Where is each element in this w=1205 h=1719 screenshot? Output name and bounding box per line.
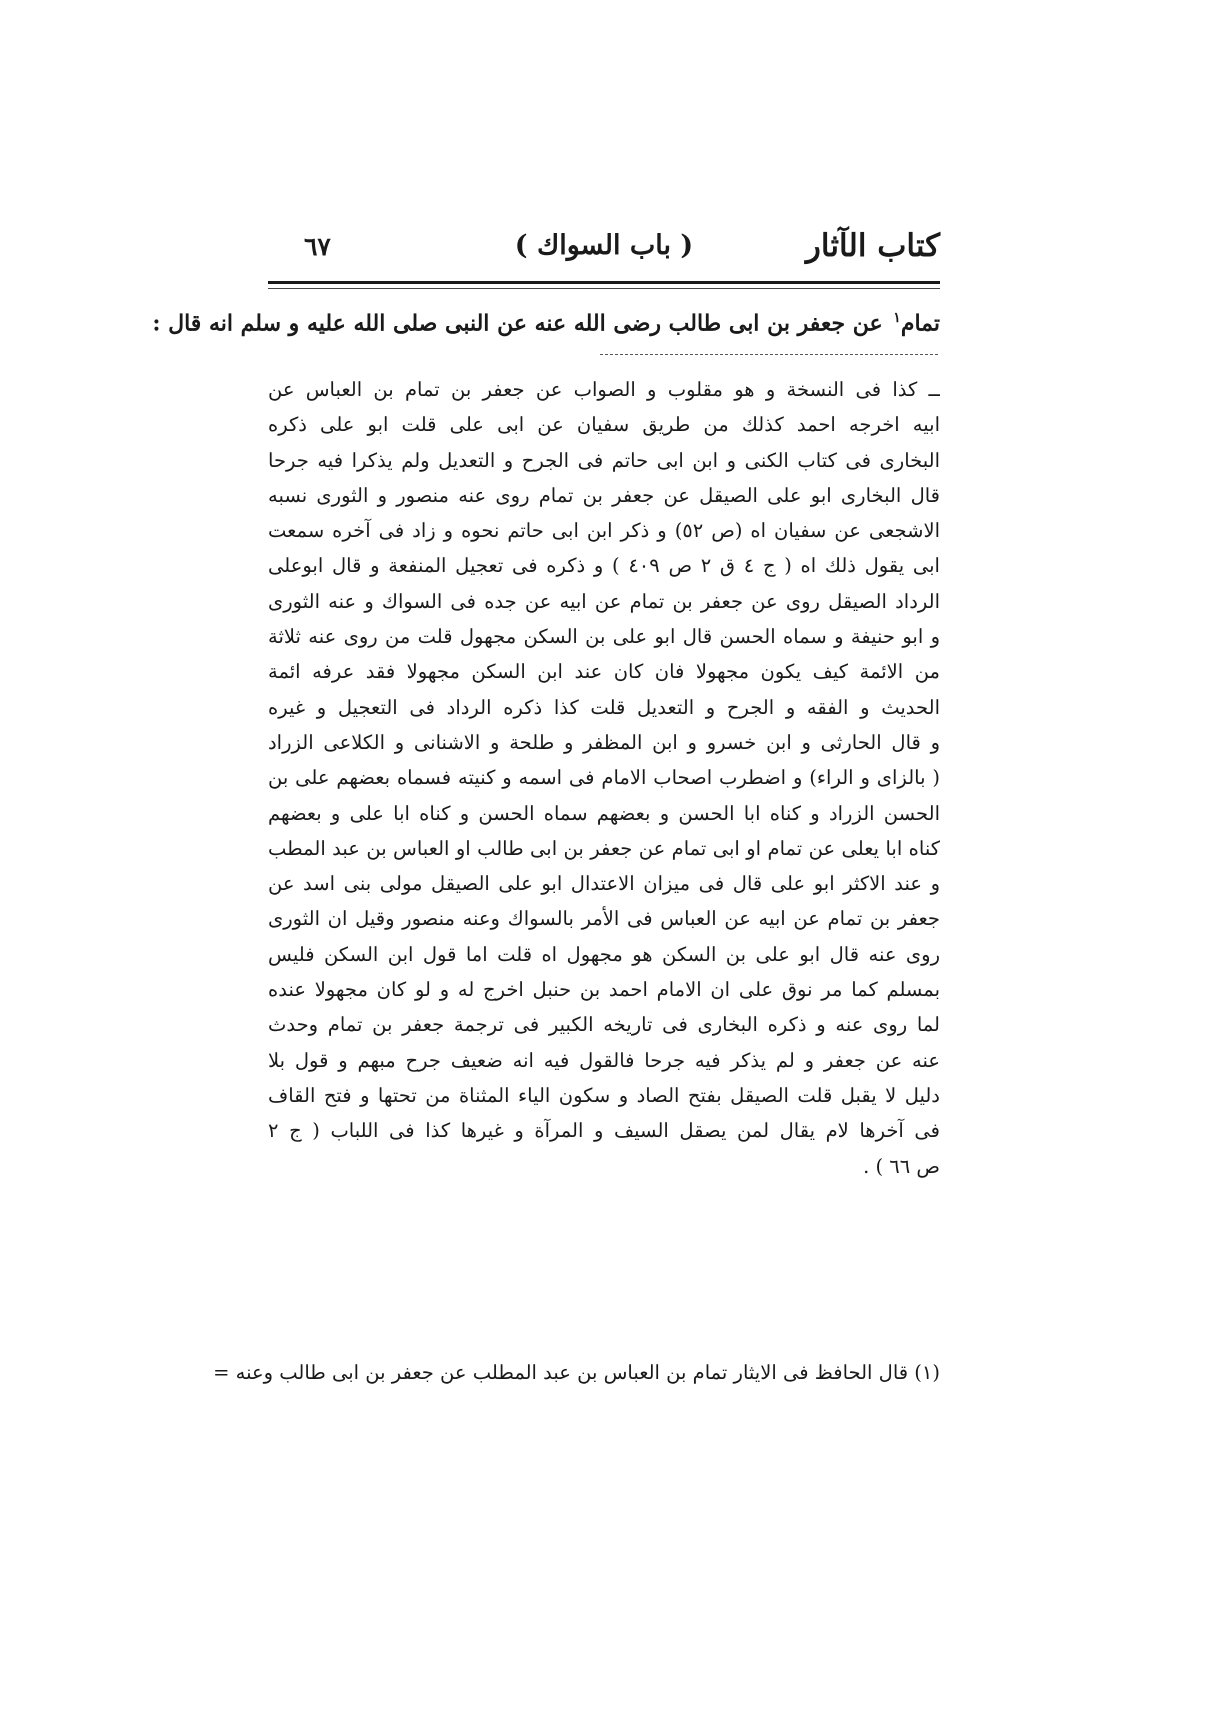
header-rule-thin bbox=[268, 288, 940, 289]
main-text-body: عن جعفر بن ابى طالب رضى الله عنه عن النبى صلى الله عليه و سلم انه قال : bbox=[152, 310, 883, 337]
note-line: دليل لا يقبل قلت الصيقل بفتح الصاد و سكون الياء المثناة من تحتها و فتح القاف bbox=[268, 1083, 940, 1107]
note-line: الرداد الصيقل روى عن جعفر بن تمام عن ابيه عن جده فى السواك و عنه الثورى bbox=[268, 589, 940, 613]
page-header bbox=[268, 228, 940, 274]
commentary-notes bbox=[268, 372, 940, 1184]
note-line: الحديث و الفقه و الجرح و التعديل قلت كذا ذكره الرداد فى التعجيل و غيره bbox=[268, 695, 940, 719]
footnote-marker: ١ bbox=[893, 310, 901, 326]
note-line: ابى يقول ذلك اه ( ج ٤ ق ٢ ص ٤٠٩ ) و ذكره فى تعجيل المنفعة و قال ابوعلى bbox=[268, 554, 940, 578]
note-line: و قال الحارثى و ابن خسرو و ابن المظفر و طلحة و الاشنانى و الكلاعى الزراد bbox=[268, 730, 940, 754]
note-line: ــ كذا فى النسخة و هو مقلوب و الصواب عن جعفر بن تمام بن العباس عن bbox=[268, 378, 940, 401]
page-number: ٦٧ bbox=[304, 232, 331, 261]
note-line: و ابو حنيفة و سماه الحسن قال ابو على بن السكن مجهول قلت من روى عنه ثلاثة bbox=[268, 625, 940, 649]
footnote: (١) قال الحافظ فى الايثار تمام بن العباس بن عبد المطلب عن جعفر بن ابى طالب وعنه = bbox=[213, 1361, 940, 1384]
note-line: قال البخارى ابو على الصيقل عن جعفر بن تمام روى عنه منصور و الثورى نسبه bbox=[268, 483, 940, 507]
main-text bbox=[152, 298, 940, 343]
note-line: كناه ابا يعلى عن تمام او ابى تمام عن جعفر بن ابى طالب او العباس بن عبد المطب bbox=[268, 836, 940, 860]
note-line: ص ٦٦ ) . bbox=[863, 1154, 940, 1178]
book-title: كتاب الآثار bbox=[805, 228, 940, 264]
header-rule-thick bbox=[268, 281, 940, 284]
note-line: عنه عن جعفر و لم يذكر فيه جرحا فالقول فيه انه ضعيف جرح مبهم و قول بلا bbox=[268, 1048, 940, 1072]
separator-dashed bbox=[600, 354, 938, 355]
note-line: ( بالزاى و الراء) و اضطرب اصحاب الامام فى اسمه و كنيته فسماه بعضهم على بن bbox=[268, 766, 940, 790]
note-line: و عند الاكثر ابو على قال فى ميزان الاعتدال ابو على الصيقل مولى بنى اسد عن bbox=[268, 872, 940, 896]
note-line: من الائمة كيف يكون مجهولا فان كان عند ابن السكن مجهولا فقد عرفه ائمة bbox=[268, 660, 940, 684]
note-line: ابيه اخرجه احمد كذلك من طريق سفيان عن ابى على قلت ابو على ذكره bbox=[268, 413, 940, 437]
note-line: البخارى فى كتاب الكنى و ابن ابى حاتم فى الجرح و التعديل ولم يذكرا فيه جرحا bbox=[268, 448, 940, 472]
main-lead-word: تمام bbox=[900, 310, 940, 337]
chapter-title: ( باب السواك ) bbox=[514, 230, 694, 261]
note-line: روى عنه قال ابو على بن السكن هو مجهول اه قلت اما قول ابن السكن فليس bbox=[268, 942, 940, 966]
note-line: الاشجعى عن سفيان اه (ص ٥٢) و ذكر ابن ابى حاتم نحوه و زاد فى آخره سمعت bbox=[268, 519, 940, 543]
note-line: جعفر بن تمام عن ابيه عن العباس فى الأمر بالسواك وعنه منصور وقيل ان الثورى bbox=[268, 907, 940, 931]
note-line: بمسلم كما مر نوق على ان الامام احمد بن حنبل اخرج له و لو كان مجهولا عنده bbox=[268, 978, 940, 1002]
note-line: فى آخرها لام يقال لمن يصقل السيف و المرآة و غيرها كذا فى اللباب ( ج ٢ bbox=[268, 1119, 940, 1143]
note-line: الحسن الزراد و كناه ابا الحسن و بعضهم سماه الحسن و كناه ابا على و بعضهم bbox=[268, 801, 940, 825]
note-line: لما روى عنه و ذكره البخارى فى تاريخه الكبير فى ترجمة جعفر بن تمام وحدث bbox=[268, 1013, 940, 1037]
